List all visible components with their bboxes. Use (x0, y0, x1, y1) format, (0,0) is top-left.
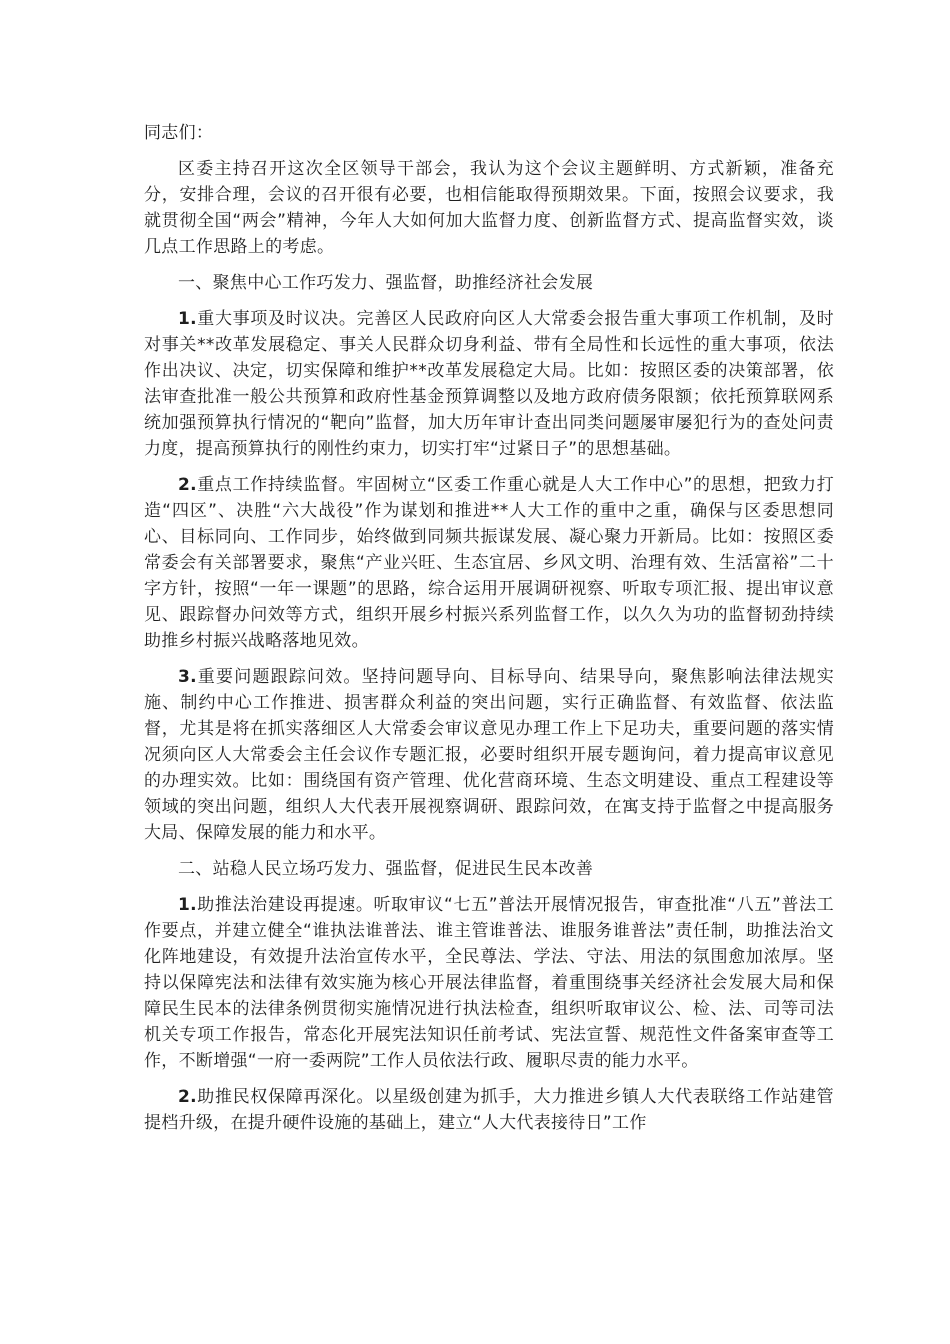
document-page (144, 120, 834, 1146)
section-1-heading: 一、聚焦中心工作巧发力、强监督，助推经济社会发展 (178, 273, 594, 293)
item-text: 重点工作持续监督。牢固树立“区委工作重心就是人大工作中心”的思想，把致力打造“四区”、决胜“六大战役”作为谋划和推进**人大工作的重中之重，确保与区委思想同心、目标同向、工作同步，始终做到同频共振谋发展、凝心聚力开新局。比如：按照区委常委会有关部署要求，聚焦“产业兴旺、生态宜居、乡风文明、治理有效、生活富裕”二十字方针，按照“一年一课题”的思路，综合运用开展调研视察、听取专项汇报、提出审议意见、跟踪督办问效等方式，组织开展乡村振兴系列监督工作，以久久为功的监督韧劲持续助推乡村振兴战略落地见效。 (144, 475, 834, 651)
salutation: 同志们： (144, 123, 214, 143)
item-text: 重要问题跟踪问效。坚持问题导向、目标导向、结果导向，聚焦影响法律法规实施、制约中心工作推进、损害群众利益的突出问题，实行正确监督、有效监督、依法监督，尤其是将在抓实落细区人大常委会审议意见办理工作上下足功夫，重要问题的落实情况须向区人大常委会主任会议作专题汇报，必要时组织开展专题询问，着力提高审议意见的办理实效。比如：围绕国有资产管理、优化营商环境、生态文明建设、重点工程建设等领域的突出问题，组织人大代表开展视察调研、跟踪问效，在寓支持于监督之中提高服务大局、保障发展的能力和水平。 (144, 667, 834, 843)
section-2-item-1 (144, 892, 834, 1074)
item-number: 3. (178, 667, 197, 687)
item-number: 1. (178, 309, 197, 329)
intro-paragraph: 区委主持召开这次全区领导干部会，我认为这个会议主题鲜明、方式新颖，准备充分，安排合理，会议的召开很有必要，也相信能取得预期效果。下面，按照会议要求，我就贯彻全国“两会”精神，今年人大如何加大监督力度、创新监督方式、提高监督实效，谈几点工作思路上的考虑。 (144, 159, 834, 257)
item-number: 1. (178, 895, 197, 915)
item-number: 2. (178, 1087, 197, 1107)
item-text: 重大事项及时议决。完善区人民政府向区人大常委会报告重大事项工作机制，及时对事关**改革发展稳定、事关人民群众切身利益、带有全局性和长远性的重大事项，依法作出决议、决定，切实保障和维护**改革发展稳定大局。比如：按照区委的决策部署，依法审查批准一般公共预算和政府性基金预算调整以及地方政府债务限额；依托预算联网系统加强预算执行情况的“靶向”监督，加大历年审计查出同类问题屡审屡犯行为的查处问责力度，提高预算执行的刚性约束力，切实打牢“过紧日子”的思想基础。 (144, 309, 834, 459)
item-text: 助推民权保障再深化。以星级创建为抓手，大力推进乡镇人大代表联络工作站建管提档升级，在提升硬件设施的基础上，建立“人大代表接待日”工作 (144, 1087, 834, 1133)
section-1-item-1 (144, 306, 834, 462)
section-1-item-3 (144, 664, 834, 846)
item-text: 助推法治建设再提速。听取审议“七五”普法开展情况报告，审查批准“八五”普法工作要点，并建立健全“谁执法谁普法、谁主管谁普法、谁服务谁普法”责任制，助推法治文化阵地建设，有效提升法治宣传水平，全民尊法、学法、守法、用法的氛围愈加浓厚。坚持以保障宪法和法律有效实施为核心开展法律监督，着重围绕事关经济社会发展大局和保障民生民本的法律条例贯彻实施情况进行执法检查，组织听取审议公、检、法、司等司法机关专项工作报告，常态化开展宪法知识任前考试、宪法宣誓、规范性文件备案审查等工作，不断增强“一府一委两院”工作人员依法行政、履职尽责的能力水平。 (144, 895, 834, 1071)
section-2-item-2 (144, 1084, 834, 1136)
section-1-item-2 (144, 472, 834, 654)
section-2-heading: 二、站稳人民立场巧发力、强监督，促进民生民本改善 (178, 859, 594, 879)
item-number: 2. (178, 475, 197, 495)
